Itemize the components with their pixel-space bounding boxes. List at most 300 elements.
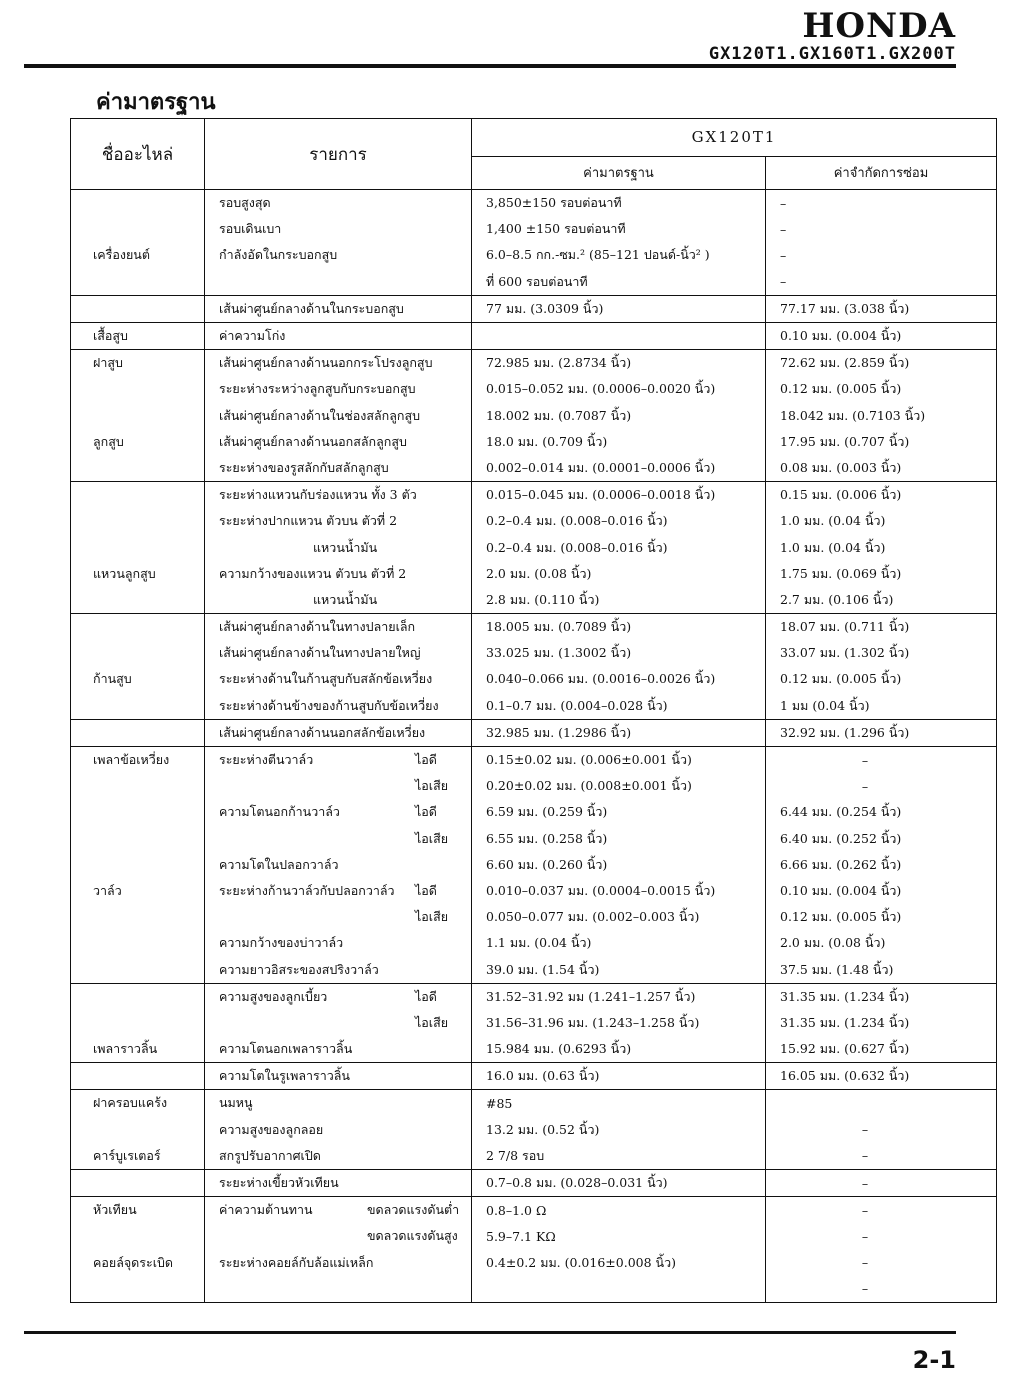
- item-cell: [205, 429, 472, 455]
- standard-value-cell: [472, 1036, 766, 1063]
- limit-value-cell: [766, 826, 997, 852]
- part-name-cell: [71, 455, 205, 482]
- part-name-cell: [71, 719, 205, 746]
- limit-value: 0.12 มม. (0.005 นิ้ว): [780, 671, 902, 687]
- limit-value: 1 มม (0.04 นิ้ว): [780, 697, 870, 713]
- standard-value: ที่ 600 รอบต่อนาที: [486, 273, 588, 289]
- item-label: ระยะห่างแหวนกับร่องแหวน ทั้ง 3 ตัว: [219, 487, 417, 503]
- table-row: [71, 190, 997, 217]
- standard-value-cell: [472, 666, 766, 692]
- table-row: [71, 429, 997, 455]
- model-codes: GX120T1.GX160T1.GX200T: [708, 44, 956, 64]
- table-row: [71, 376, 997, 402]
- item-label: เส้นผ่าศูนย์กลางด้านในกระบอกสูบ: [219, 300, 404, 316]
- standard-value-cell: [472, 878, 766, 904]
- limit-value: –: [780, 247, 787, 263]
- standard-value: 18.005 มม. (0.7089 นิ้ว): [486, 619, 632, 635]
- standard-value: 2.8 มม. (0.110 นิ้ว): [486, 591, 600, 607]
- limit-value: 0.08 มม. (0.003 นิ้ว): [780, 459, 902, 475]
- table-row: [71, 799, 997, 825]
- limit-value: 72.62 มม. (2.859 นิ้ว): [780, 355, 910, 371]
- limit-value-cell: [766, 190, 997, 217]
- standard-value-cell: [472, 242, 766, 268]
- standard-value-cell: [472, 587, 766, 614]
- limit-value-cell: [766, 403, 997, 429]
- part-name-cell: [71, 878, 205, 904]
- limit-value-cell: [766, 1250, 997, 1276]
- table-row: [71, 719, 997, 746]
- limit-value-cell: [766, 1197, 997, 1224]
- part-name-cell: [71, 429, 205, 455]
- limit-value-cell: [766, 455, 997, 482]
- limit-value: 2.0 มม. (0.08 นิ้ว): [780, 935, 886, 951]
- standard-value-cell: [472, 350, 766, 377]
- table-row: [71, 904, 997, 930]
- item-label: ระยะห่างด้านข้างของก้านสูบกับข้อเหวี่ยง: [219, 697, 439, 713]
- limit-value: –: [780, 221, 787, 237]
- part-name-cell: [71, 376, 205, 402]
- item-cell: [205, 1197, 472, 1224]
- part-name-cell: [71, 587, 205, 614]
- standard-value: 6.55 มม. (0.258 นิ้ว): [486, 830, 608, 846]
- standard-value-cell: [472, 1223, 766, 1249]
- part-name-cell: [71, 799, 205, 825]
- table-row: [71, 956, 997, 983]
- part-name-cell: [71, 956, 205, 983]
- header-model: GX120T1: [472, 119, 997, 157]
- table-row: [71, 1010, 997, 1036]
- part-name-cell: [71, 826, 205, 852]
- item-label: เส้นผ่าศูนย์กลางด้านในช่องสลักลูกสูบ: [219, 407, 421, 423]
- part-name: ฝาครอบแคร้ง: [93, 1095, 168, 1111]
- limit-value-cell: [766, 561, 997, 587]
- standard-value: 6.59 มม. (0.259 นิ้ว): [486, 804, 608, 820]
- table-row: [71, 983, 997, 1010]
- limit-value-cell: [766, 1010, 997, 1036]
- limit-value-cell: [766, 1223, 997, 1249]
- part-name-cell: [71, 216, 205, 242]
- table-row: [71, 1117, 997, 1143]
- part-name-cell: [71, 693, 205, 720]
- standard-value-cell: [472, 956, 766, 983]
- limit-value-cell: [766, 216, 997, 242]
- part-name-cell: [71, 930, 205, 956]
- item-label: ค่าความต้านทาน: [219, 1202, 313, 1218]
- limit-value-cell: [766, 376, 997, 402]
- table-row: [71, 561, 997, 587]
- standard-value: 0.7–0.8 มม. (0.028–0.031 นิ้ว): [486, 1175, 668, 1191]
- standard-value-cell: [472, 322, 766, 349]
- page-number: 2-1: [912, 1346, 956, 1374]
- standard-value: 18.002 มม. (0.7087 นิ้ว): [486, 407, 632, 423]
- item-cell: [205, 904, 472, 930]
- standard-value: 0.20±0.02 มม. (0.008±0.001 นิ้ว): [486, 778, 692, 794]
- item-cell: [205, 1223, 472, 1249]
- item-label: ระยะห่างด้านในก้านสูบกับสลักข้อเหวี่ยง: [219, 671, 433, 687]
- limit-value-cell: [766, 1117, 997, 1143]
- part-name-cell: [71, 561, 205, 587]
- part-name-cell: [71, 746, 205, 773]
- limit-value-cell: [766, 904, 997, 930]
- item-cell: [205, 508, 472, 534]
- limit-value-cell: [766, 719, 997, 746]
- standard-value-cell: [472, 534, 766, 560]
- table-row: [71, 534, 997, 560]
- limit-value: 32.92 มม. (1.296 นิ้ว): [780, 724, 910, 740]
- item-label: ความสูงของลูกเบี้ยว: [219, 988, 328, 1004]
- header-standard: ค่ามาตรฐาน: [472, 156, 766, 189]
- standard-value-cell: [472, 930, 766, 956]
- item-cell: [205, 719, 472, 746]
- part-name-cell: [71, 773, 205, 799]
- standard-value: 0.010–0.037 มม. (0.0004–0.0015 นิ้ว): [486, 882, 716, 898]
- limit-value: –: [861, 1175, 869, 1191]
- table-row: [71, 852, 997, 878]
- limit-value: 6.40 มม. (0.252 นิ้ว): [780, 830, 902, 846]
- limit-value-cell: [766, 1063, 997, 1090]
- table-row: [71, 826, 997, 852]
- spec-table-body: [71, 190, 997, 1303]
- table-row: [71, 1143, 997, 1170]
- item-cell: [205, 534, 472, 560]
- standard-value: 5.9–7.1 KΩ: [486, 1228, 556, 1244]
- limit-value: 0.12 มม. (0.005 นิ้ว): [780, 909, 902, 925]
- standard-value-cell: [472, 216, 766, 242]
- standard-value-cell: [472, 1250, 766, 1276]
- item-cell: [205, 1143, 472, 1170]
- limit-value-cell: [766, 1276, 997, 1303]
- standard-value: 0.040–0.066 มม. (0.0016–0.0026 นิ้ว): [486, 671, 716, 687]
- table-row: [71, 878, 997, 904]
- limit-value: 16.05 มม. (0.632 นิ้ว): [780, 1068, 910, 1084]
- standard-value-cell: [472, 1010, 766, 1036]
- part-name: แหวนลูกสูบ: [93, 565, 156, 581]
- item-cell: [205, 1036, 472, 1063]
- item-cell: [205, 561, 472, 587]
- item-sublabel: ขดลวดแรงดันต่ำ: [367, 1202, 460, 1218]
- standard-value-cell: [472, 614, 766, 641]
- standard-value-cell: [472, 1169, 766, 1196]
- limit-value: –: [861, 752, 869, 768]
- table-row: [71, 1250, 997, 1276]
- limit-value: 31.35 มม. (1.234 นิ้ว): [780, 988, 910, 1004]
- part-name-cell: [71, 1010, 205, 1036]
- item-cell: [205, 587, 472, 614]
- item-sublabel: ไอดี: [415, 752, 437, 768]
- header-item: รายการ: [205, 119, 472, 190]
- standard-value: 0.1–0.7 มม. (0.004–0.028 นิ้ว): [486, 697, 668, 713]
- limit-value: –: [861, 1122, 869, 1138]
- part-name-cell: [71, 640, 205, 666]
- part-name-cell: [71, 350, 205, 377]
- limit-value-cell: [766, 534, 997, 560]
- standard-value: 0.4±0.2 มม. (0.016±0.008 นิ้ว): [486, 1254, 676, 1270]
- standard-value: 33.025 มม. (1.3002 นิ้ว): [486, 645, 632, 661]
- limit-value-cell: [766, 666, 997, 692]
- limit-value: 0.10 มม. (0.004 นิ้ว): [780, 882, 902, 898]
- limit-value-cell: [766, 1143, 997, 1170]
- standard-value: 0.050–0.077 มม. (0.002–0.003 นิ้ว): [486, 909, 700, 925]
- limit-value-cell: [766, 587, 997, 614]
- item-cell: [205, 1117, 472, 1143]
- standard-value: 39.0 มม. (1.54 นิ้ว): [486, 961, 600, 977]
- item-label: ความยาวอิสระของสปริงวาล์ว: [219, 961, 379, 977]
- limit-value-cell: [766, 614, 997, 641]
- item-label: ค่าความโก่ง: [219, 328, 286, 344]
- limit-value: 37.5 มม. (1.48 นิ้ว): [780, 961, 894, 977]
- part-name-cell: [71, 666, 205, 692]
- table-row: [71, 614, 997, 641]
- part-name-cell: [71, 295, 205, 322]
- part-name: ฝาสูบ: [93, 355, 123, 371]
- standard-value: 31.56–31.96 มม. (1.243–1.258 นิ้ว): [486, 1014, 700, 1030]
- limit-value-cell: [766, 799, 997, 825]
- item-label: นมหนู: [219, 1095, 253, 1111]
- standard-value: 16.0 มม. (0.63 นิ้ว): [486, 1068, 600, 1084]
- limit-value-cell: [766, 878, 997, 904]
- standard-value-cell: [472, 746, 766, 773]
- item-cell: [205, 242, 472, 268]
- limit-value-cell: [766, 482, 997, 509]
- table-row: [71, 640, 997, 666]
- standard-value: 6.0–8.5 กก.-ซม.² (85–121 ปอนด์-นิ้ว² ): [486, 247, 710, 263]
- part-name-cell: [71, 852, 205, 878]
- part-name-cell: [71, 1169, 205, 1196]
- item-label: ความกว้างของแหวน ตัวบน ตัวที่ 2: [219, 565, 407, 581]
- item-cell: [205, 666, 472, 692]
- table-row: [71, 1169, 997, 1196]
- standard-value: 6.60 มม. (0.260 นิ้ว): [486, 856, 608, 872]
- spec-table: [70, 118, 997, 1303]
- standard-value: 31.52–31.92 มม (1.241–1.257 นิ้ว): [486, 988, 696, 1004]
- standard-value-cell: [472, 1063, 766, 1090]
- standard-value-cell: [472, 1197, 766, 1224]
- part-name-cell: [71, 904, 205, 930]
- item-cell: [205, 190, 472, 217]
- limit-value: –: [780, 195, 787, 211]
- part-name-cell: [71, 508, 205, 534]
- standard-value: 15.984 มม. (0.6293 นิ้ว): [486, 1041, 632, 1057]
- part-name: เสื้อสูบ: [93, 328, 128, 344]
- part-name-cell: [71, 482, 205, 509]
- limit-value-cell: [766, 429, 997, 455]
- limit-value-cell: [766, 242, 997, 268]
- standard-value: 1,400 ±150 รอบต่อนาที: [486, 221, 626, 237]
- part-name: วาล์ว: [93, 882, 122, 898]
- item-label: ความโตในปลอกวาล์ว: [219, 856, 339, 872]
- limit-value: 2.7 มม. (0.106 นิ้ว): [780, 591, 894, 607]
- part-name: ลูกสูบ: [93, 433, 124, 449]
- limit-value: 1.0 มม. (0.04 นิ้ว): [780, 539, 886, 555]
- part-name-cell: [71, 1143, 205, 1170]
- limit-value: 1.0 มม. (0.04 นิ้ว): [780, 513, 886, 529]
- part-name-cell: [71, 242, 205, 268]
- item-label: รอบสูงสุด: [219, 195, 271, 211]
- table-row: [71, 1090, 997, 1117]
- part-name: เพลาราวลิ้น: [93, 1041, 158, 1057]
- standard-value: 0.015–0.052 มม. (0.0006–0.0020 นิ้ว): [486, 381, 716, 397]
- standard-value: 2 7/8 รอบ: [486, 1147, 545, 1163]
- item-label: ระยะห่างปากแหวน ตัวบน ตัวที่ 2: [219, 513, 398, 529]
- part-name-cell: [71, 1223, 205, 1249]
- part-name-cell: [71, 614, 205, 641]
- part-name-cell: [71, 269, 205, 296]
- limit-value-cell: [766, 693, 997, 720]
- limit-value-cell: [766, 295, 997, 322]
- limit-value-cell: [766, 773, 997, 799]
- standard-value-cell: [472, 508, 766, 534]
- item-cell: [205, 1010, 472, 1036]
- table-row: [71, 403, 997, 429]
- part-name-cell: [71, 983, 205, 1010]
- table-row: [71, 1197, 997, 1224]
- item-label: ความกว้างของบ่าวาล์ว: [219, 935, 344, 951]
- table-row: [71, 666, 997, 692]
- header-limit: ค่าจำกัดการซ่อม: [766, 156, 997, 189]
- item-label: เส้นผ่าศูนย์กลางด้านในทางปลายใหญ่: [219, 645, 421, 661]
- item-sublabel: ไอเสีย: [415, 1014, 449, 1030]
- part-name-cell: [71, 1063, 205, 1090]
- standard-value: 0.15±0.02 มม. (0.006±0.001 นิ้ว): [486, 752, 692, 768]
- item-cell: [205, 1250, 472, 1276]
- limit-value: 31.35 มม. (1.234 นิ้ว): [780, 1014, 910, 1030]
- limit-value-cell: [766, 1090, 997, 1117]
- table-row: [71, 773, 997, 799]
- item-label: สกรูปรับอากาศเปิด: [219, 1147, 321, 1163]
- standard-value: 18.0 มม. (0.709 นิ้ว): [486, 433, 608, 449]
- item-label: เส้นผ่าศูนย์กลางด้านนอกสลักลูกสูบ: [219, 433, 407, 449]
- item-cell: [205, 322, 472, 349]
- limit-value: –: [861, 1255, 869, 1271]
- limit-value: 33.07 มม. (1.302 นิ้ว): [780, 645, 910, 661]
- part-name: เครื่องยนต์: [93, 247, 150, 263]
- item-cell: [205, 746, 472, 773]
- item-cell: [205, 403, 472, 429]
- limit-value: 18.042 มม. (0.7103 นิ้ว): [780, 407, 926, 423]
- item-cell: [205, 878, 472, 904]
- standard-value: 0.015–0.045 มม. (0.0006–0.0018 นิ้ว): [486, 487, 716, 503]
- limit-value: 77.17 มม. (3.038 นิ้ว): [780, 300, 910, 316]
- item-cell: [205, 640, 472, 666]
- item-cell: [205, 482, 472, 509]
- table-row: [71, 508, 997, 534]
- item-label: เส้นผ่าศูนย์กลางด้านนอกสลักข้อเหวี่ยง: [219, 724, 426, 740]
- part-name-cell: [71, 1090, 205, 1117]
- part-name-cell: [71, 534, 205, 560]
- item-label: แหวนน้ำมัน: [313, 591, 378, 607]
- table-row: [71, 482, 997, 509]
- limit-value-cell: [766, 640, 997, 666]
- part-name: ก้านสูบ: [93, 671, 132, 687]
- standard-value-cell: [472, 1143, 766, 1170]
- item-cell: [205, 1169, 472, 1196]
- item-cell: [205, 773, 472, 799]
- standard-value-cell: [472, 1090, 766, 1117]
- item-label: ระยะห่างตีนวาล์ว: [219, 752, 314, 768]
- item-sublabel: ไอดี: [415, 882, 437, 898]
- standard-value-cell: [472, 693, 766, 720]
- limit-value: –: [861, 1148, 869, 1164]
- table-row: [71, 693, 997, 720]
- item-sublabel: ไอเสีย: [415, 909, 449, 925]
- item-cell: [205, 455, 472, 482]
- item-cell: [205, 693, 472, 720]
- table-row: [71, 216, 997, 242]
- limit-value-cell: [766, 983, 997, 1010]
- part-name: หัวเทียน: [93, 1202, 137, 1218]
- item-label: กำลังอัดในกระบอกสูบ: [219, 247, 338, 263]
- standard-value-cell: [472, 719, 766, 746]
- item-label: ความโตนอกก้านวาล์ว: [219, 804, 340, 820]
- item-label: แหวนน้ำมัน: [313, 539, 378, 555]
- limit-value: 17.95 มม. (0.707 นิ้ว): [780, 433, 910, 449]
- table-row: [71, 455, 997, 482]
- item-cell: [205, 1063, 472, 1090]
- footer-rule: [24, 1331, 956, 1334]
- limit-value: –: [861, 1281, 869, 1297]
- item-cell: [205, 350, 472, 377]
- table-row: [71, 1036, 997, 1063]
- item-cell: [205, 295, 472, 322]
- standard-value-cell: [472, 403, 766, 429]
- item-label: ระยะห่างคอยล์กับล้อแม่เหล็ก: [219, 1254, 374, 1270]
- standard-value-cell: [472, 482, 766, 509]
- standard-value-cell: [472, 455, 766, 482]
- standard-value: 0.8–1.0 Ω: [486, 1202, 547, 1218]
- limit-value-cell: [766, 852, 997, 878]
- table-row: [71, 350, 997, 377]
- limit-value: 0.15 มม. (0.006 นิ้ว): [780, 487, 902, 503]
- item-cell: [205, 852, 472, 878]
- standard-value-cell: [472, 904, 766, 930]
- part-name-cell: [71, 1276, 205, 1303]
- standard-value: 0.002–0.014 มม. (0.0001–0.0006 นิ้ว): [486, 459, 716, 475]
- item-cell: [205, 1276, 472, 1303]
- standard-value-cell: [472, 190, 766, 217]
- limit-value-cell: [766, 956, 997, 983]
- table-row: [71, 322, 997, 349]
- standard-value-cell: [472, 269, 766, 296]
- standard-value-cell: [472, 1276, 766, 1303]
- limit-value: 0.10 มม. (0.004 นิ้ว): [780, 328, 902, 344]
- item-cell: [205, 983, 472, 1010]
- standard-value: 1.1 มม. (0.04 นิ้ว): [486, 935, 592, 951]
- item-label: รอบเดินเบา: [219, 221, 282, 237]
- standard-value: 77 มม. (3.0309 นิ้ว): [486, 300, 604, 316]
- table-row: [71, 295, 997, 322]
- table-row: [71, 930, 997, 956]
- standard-value-cell: [472, 826, 766, 852]
- item-label: ความโตในรูเพลาราวลิ้น: [219, 1068, 350, 1084]
- header-part-name: ชื่ออะไหล่: [71, 119, 205, 190]
- item-sublabel: ไอดี: [415, 988, 437, 1004]
- part-name: เพลาข้อเหวี่ยง: [93, 752, 170, 768]
- item-label: เส้นผ่าศูนย์กลางด้านนอกกระโปรงลูกสูบ: [219, 355, 433, 371]
- limit-value-cell: [766, 350, 997, 377]
- item-cell: [205, 1090, 472, 1117]
- item-label: ระยะห่างเขี้ยวหัวเทียน: [219, 1175, 339, 1191]
- limit-value: –: [780, 274, 787, 290]
- item-cell: [205, 376, 472, 402]
- limit-value: –: [861, 778, 869, 794]
- standard-value-cell: [472, 295, 766, 322]
- honda-logo: HONDA: [802, 6, 956, 46]
- part-name-cell: [71, 1197, 205, 1224]
- item-sublabel: ไอเสีย: [415, 830, 449, 846]
- item-sublabel: ไอดี: [415, 804, 437, 820]
- standard-value-cell: [472, 376, 766, 402]
- item-sublabel: ขดลวดแรงดันสูง: [367, 1228, 458, 1244]
